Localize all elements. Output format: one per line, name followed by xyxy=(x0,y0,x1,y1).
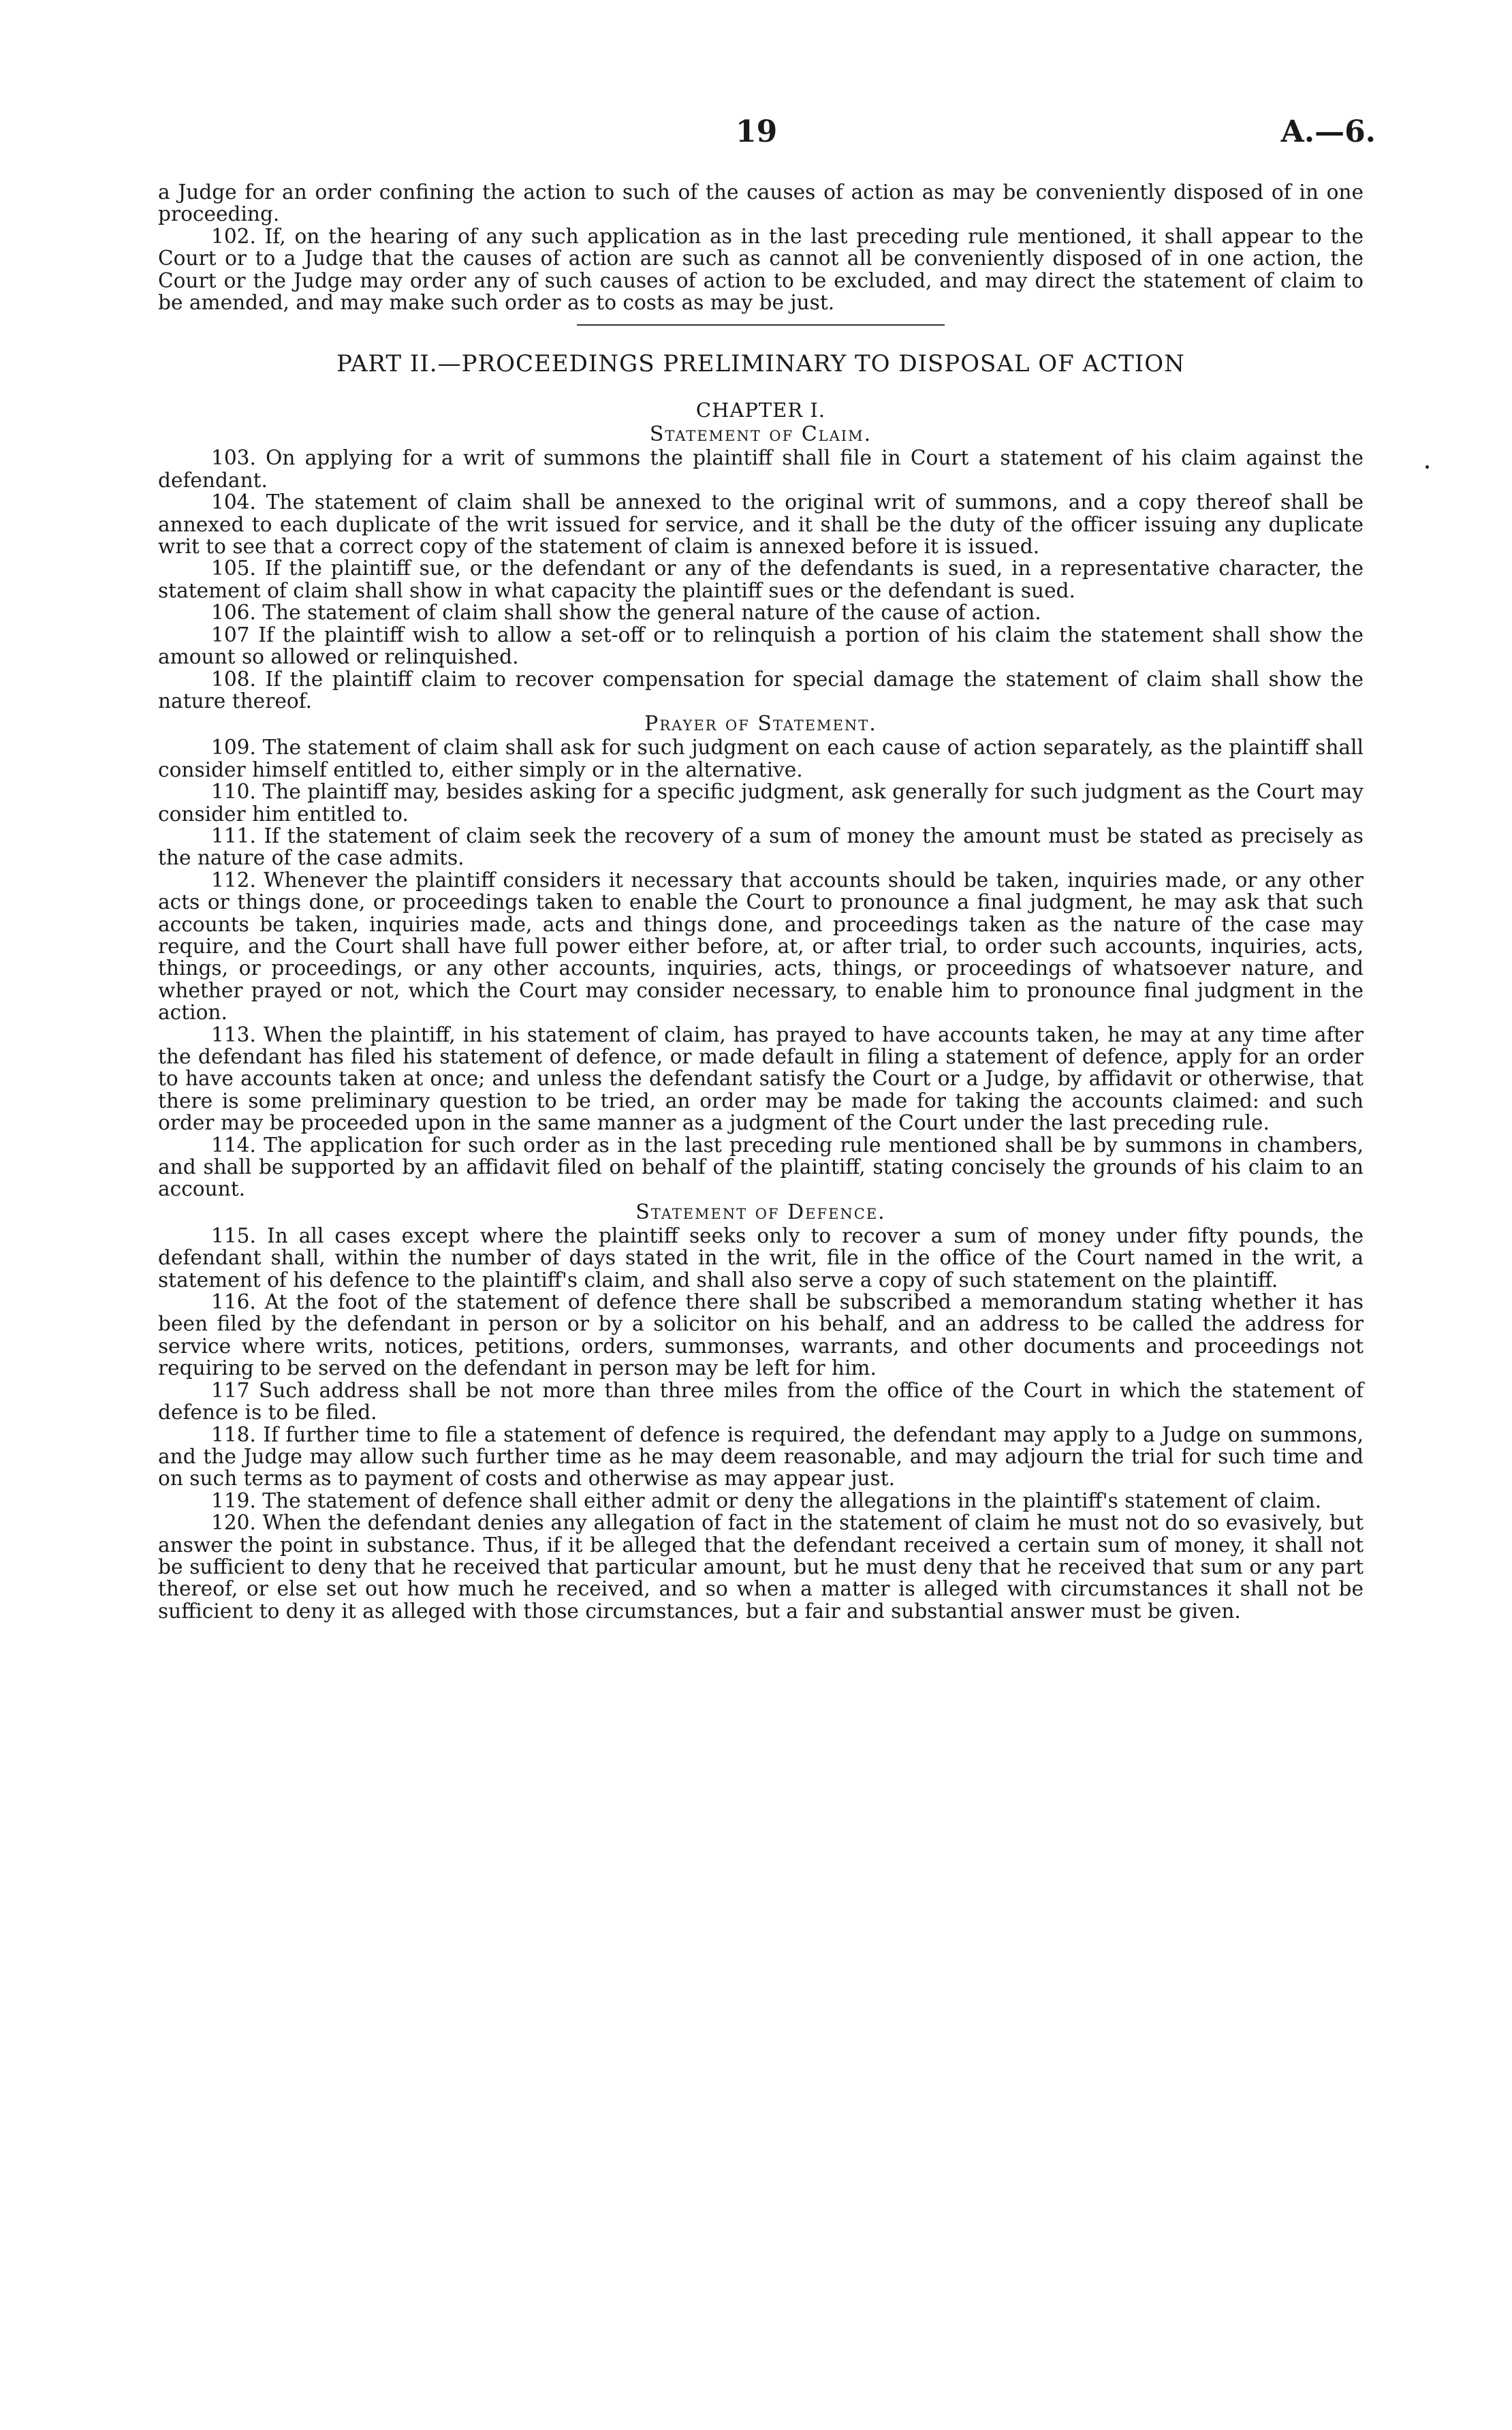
paragraph: 106. The statement of claim shall show the general nature of the cause of action. xyxy=(211,601,1041,625)
paragraph: 118. If further time to file a statement of defence is required, the defendant may apply to a Judge on summons, and the Judge may allow such further time as he may deem reasonable, and may adjourn the trial for such time and on such terms as to payment of costs and otherwise as may appear just. xyxy=(158,1422,1364,1491)
page-number: 19 xyxy=(736,114,778,149)
paragraph: 115. In all cases except where the plaintiff seeks only to recover a sum of money under fifty pounds, the defendant shall, within the number of days stated in the writ, file in the office of the Court named in the writ, a statement of his defence to the plaintiff's claim, and shall also serve a copy of such statement on the plaintiff. xyxy=(158,1224,1364,1292)
paragraph: 111. If the statement of claim seek the recovery of a sum of money the amount must be stated as precisely as the nature of the case admits. xyxy=(158,824,1364,870)
paragraph: 113. When the plaintiff, in his statement of claim, has prayed to have accounts taken, he may at any time after the defendant has filed his statement of defence, or made default in filing a statement of defence, apply for an order to have accounts taken at once; and unless the defendant satisfy the Court or a Judge, by affidavit or otherwise, that there is some preliminary question to be tried, an order may be made for taking the accounts claimed: and such order may be proceeded upon in the same manner as a judgment of the Court under the last preceding rule. xyxy=(158,1023,1364,1135)
paragraph: 108. If the plaintiff claim to recover compensation for special damage the statement of claim shall show the nature thereof. xyxy=(158,667,1364,713)
paragraph: 112. Whenever the plaintiff considers it necessary that accounts should be taken, inquiries made, or any other acts or things done, or proceedings taken to enable the Court to pronounce a final judgment, he may ask that such accounts be taken, inquiries made, acts and things done, and proceedings taken as the nature of the case may require, and the Court shall have full power either before, at, or after trial, to order such accounts, inquiries, acts, things, or proceedings, or any other accounts, inquiries, acts, things, or proceedings of whatsoever nature, and whether prayed or not, which the Court may consider necessary, to enable him to pronounce final judgment in the action. xyxy=(158,868,1364,1025)
paragraph: 114. The application for such order as in the last preceding rule mentioned shall be by summons in chambers, and shall be supported by an affidavit filed on behalf of the plaintiff, stating concisely the grounds of his claim to an account. xyxy=(158,1133,1364,1201)
page-header xyxy=(0,114,1512,155)
paragraph: 119. The statement of defence shall either admit or deny the allegations in the plaintiff's statement of claim. xyxy=(211,1489,1322,1512)
paragraph: 102. If, on the hearing of any such application as in the last preceding rule mentioned, it shall appear to the Court or to a Judge that the causes of action are such as cannot all be conveniently disposed of in one action, the Court or the Judge may order any of such causes of action to be excluded, and may direct the statement of claim to be amended, and may make such order as to costs as may be just. xyxy=(158,224,1364,315)
stray-dot-mark xyxy=(1426,465,1429,469)
section-heading-statement-of-defence: Statement of Defence. xyxy=(635,1200,886,1224)
paragraph: 105. If the plaintiff sue, or the defendant or any of the defendants is sued, in a representative character, the statement of claim shall show in what capacity the plaintiff sues or the defendant is sued. xyxy=(158,557,1364,602)
document-code: A.—6. xyxy=(1280,114,1376,149)
paragraph: 116. At the foot of the statement of defence there shall be subscribed a memorandum stating whether it has been filed by the defendant in person or by a solicitor on his behalf, and an address to be called the address for service where writs, notices, petitions, orders, summonses, warrants, and other documents and proceedings not requiring to be served on the defendant in person may be left for him. xyxy=(158,1290,1364,1380)
chapter-title: CHAPTER I. xyxy=(695,399,826,422)
divider-rule xyxy=(577,324,945,326)
paragraph: 110. The plaintiff may, besides asking for a specific judgment, ask generally for such judgment as the Court may consider him entitled to. xyxy=(158,780,1364,826)
section-heading-prayer-of-statement: Prayer of Statement. xyxy=(644,712,877,736)
paragraph: 120. When the defendant denies any allegation of fact in the statement of claim he must not do so evasively, but answer the point in substance. Thus, if it be alleged that the defendant received a certain sum of money, it shall not be sufficient to deny that he received that particular amount, but he must deny that he received that sum or any part thereof, or else set out how much he received, and so when a matter is alleged with circumstances it shall not be sufficient to deny it as alleged with those circumstances, but a fair and substantial answer must be given. xyxy=(158,1511,1364,1623)
paragraph: a Judge for an order confining the action to such of the causes of action as may be conveniently disposed of in one proceeding. xyxy=(158,181,1364,226)
paragraph: 104. The statement of claim shall be annexed to the original writ of summons, and a copy thereof shall be annexed to each duplicate of the writ issued for service, and it shall be the duty of the officer issuing any duplicate writ to see that a correct copy of the statement of claim is annexed before it is issued. xyxy=(158,490,1364,559)
paragraph: 117 Such address shall be not more than three miles from the office of the Court in which the statement of defence is to be filed. xyxy=(158,1378,1364,1424)
part-title: PART II.—PROCEEDINGS PRELIMINARY TO DISPOSAL OF ACTION xyxy=(336,350,1185,378)
paragraph: 103. On applying for a writ of summons the plaintiff shall file in Court a statement of his claim against the defendant. xyxy=(158,446,1364,492)
section-heading-statement-of-claim: Statement of Claim. xyxy=(649,422,872,447)
paragraph: 109. The statement of claim shall ask for such judgment on each cause of action separately, as the plaintiff shall consider himself entitled to, either simply or in the alternative. xyxy=(158,736,1364,781)
document-body xyxy=(158,181,1364,1622)
paragraph: 107 If the plaintiff wish to allow a set-off or to relinquish a portion of his claim the statement shall show the amount so allowed or relinquished. xyxy=(158,623,1364,669)
